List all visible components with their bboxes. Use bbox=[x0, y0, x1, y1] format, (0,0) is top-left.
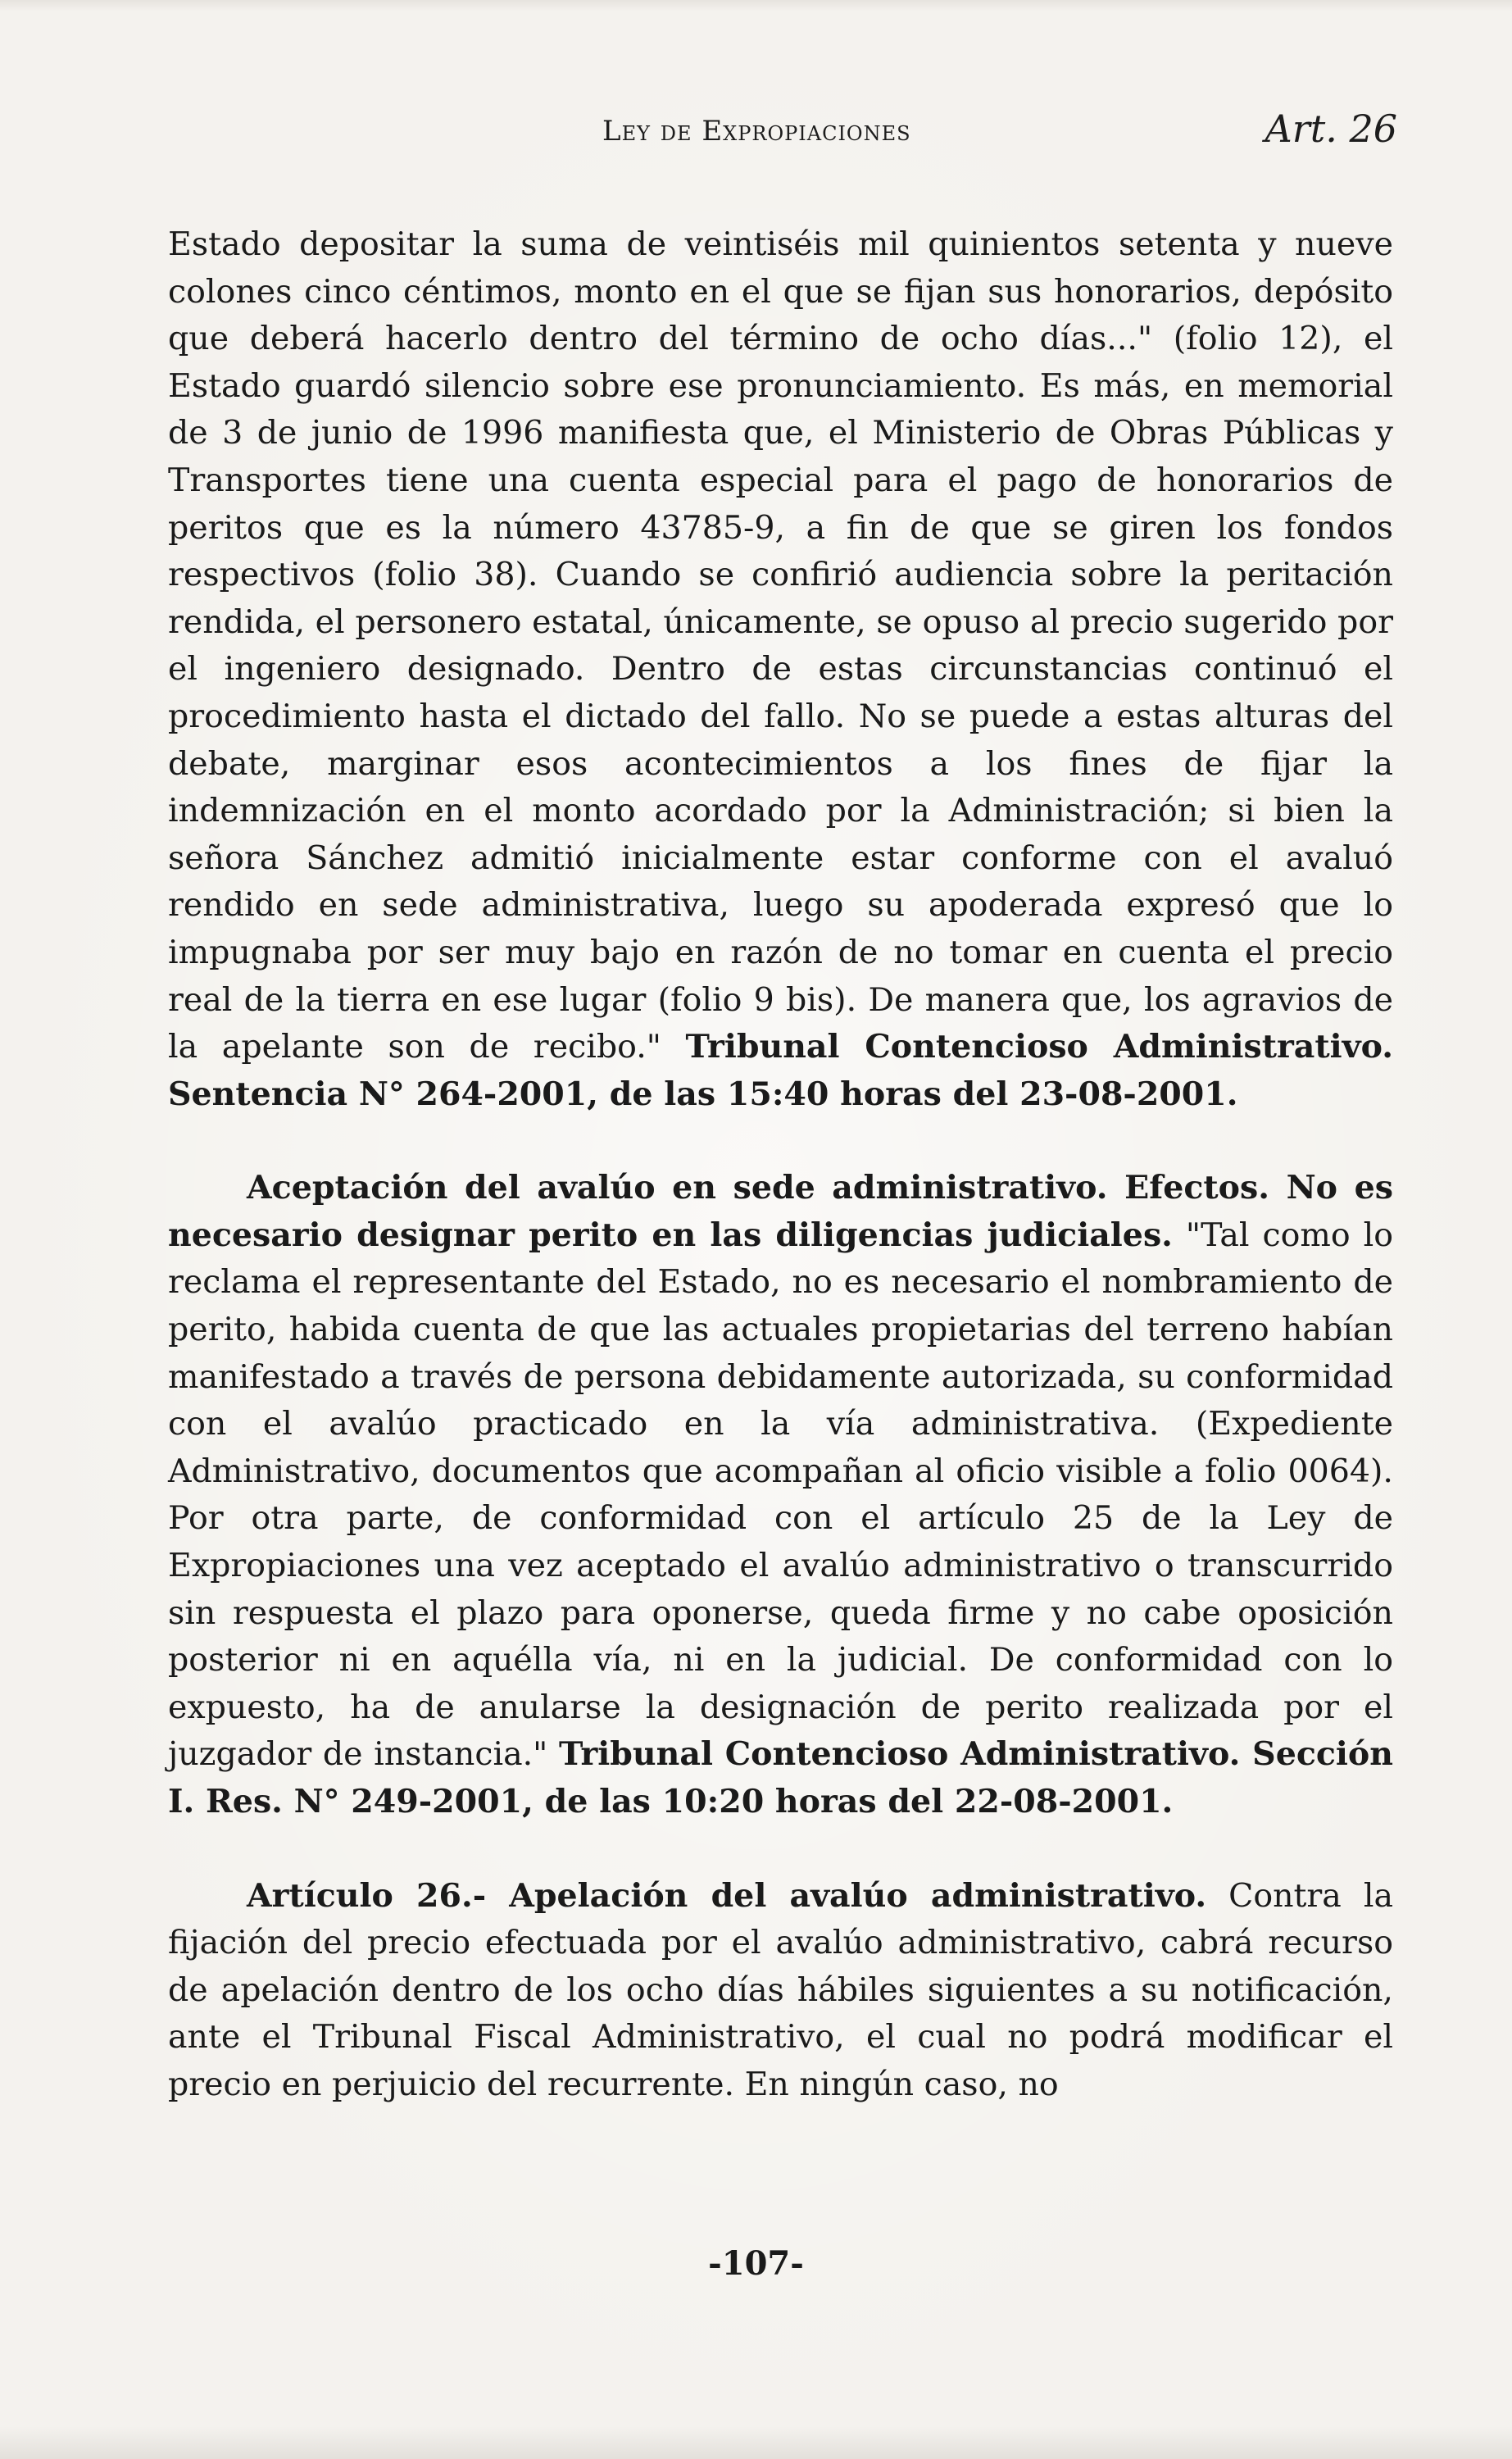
paragraph-continuation bbox=[168, 221, 1393, 1118]
scan-edge-bottom bbox=[0, 2426, 1512, 2459]
article-26-text: Contra la fijación del precio efectuada por el avalúo administrativo, cabrá recurso de apelación dentro de los ocho días hábiles siguientes a su notificación, ante el Tribunal Fiscal Administrativo, el cual no podrá modificar el precio en perjuicio del recurrente. En ningún caso, no bbox=[168, 1876, 1393, 2103]
paragraph-continuation-text: Estado depositar la suma de veintiséis mil quinientos setenta y nueve colones cinco céntimos, monto en el que se fijan sus honorarios, depósito que deberá hacerlo dentro del término de ocho días..." (folio 12), el Estado guardó silencio sobre ese pronunciamiento. Es más, en memorial de 3 de junio de 1996 manifiesta que, el Ministerio de Obras Públicas y Transportes tiene una cuenta especial para el pago de honorarios de peritos que es la número 43785-9, a fin de que se giren los fondos respectivos (folio 38). Cuando se confirió audiencia sobre la peritación rendida, el personero estatal, únicamente, se opuso al precio sugerido por el ingeniero designado. Dentro de estas circunstancias continuó el procedimiento hasta el dictado del fallo. No se puede a estas alturas del debate, marginar esos acontecimientos a los fines de fijar la indemnización en el monto acordado por la Administración; si bien la señora Sánchez admitió inicialmente estar conforme con el avaluó rendido en sede administrativa, luego su apoderada expresó que lo impugnaba por ser muy bajo en razón de no tomar en cuenta el precio real de la tierra en ese lugar (folio 9 bis). De manera que, los agravios de la apelante son de recibo." bbox=[168, 225, 1393, 1066]
running-head-title: Ley de Expropiaciones bbox=[602, 115, 911, 148]
article-26-heading: Artículo 26.- Apelación del avalúo administrativo. bbox=[247, 1876, 1207, 1915]
paragraph-aceptacion-avaluo bbox=[168, 1165, 1393, 1825]
paragraph-articulo-26 bbox=[168, 1873, 1393, 2109]
citation-res-249: Tribunal Contencioso Administrativo. Sección I. Res. N° 249-2001, de las 10:20 horas del 22-08-2001. bbox=[168, 1735, 1393, 1820]
citation-sentencia-264: Tribunal Contencioso Administrativo. Sentencia N° 264-2001, de las 15:40 horas del 23-08-2001. bbox=[168, 1028, 1393, 1113]
running-head-article: Art. 26 bbox=[1265, 107, 1397, 151]
paragraph-heading-aceptacion: Aceptación del avalúo en sede administrativo. Efectos. No es necesario designar perito en las diligencias judiciales. bbox=[168, 1169, 1393, 1254]
paragraph-aceptacion-text: "Tal como lo reclama el representante del Estado, no es necesario el nombramiento de perito, habida cuenta de que las actuales propietarias del terreno habían manifestado a través de persona debidamente autorizada, su conformidad con el avalúo practicado en la vía administrativa. (Expediente Administrativo, documentos que acompañan al oficio visible a folio 0064). Por otra parte, de conformidad con el artículo 25 de la Ley de Expropiaciones una vez aceptado el avalúo administrativo o transcurrido sin respuesta el plazo para oponerse, queda firme y no cabe oposición posterior ni en aquélla vía, ni en la judicial. De conformidad con lo expuesto, ha de anularse la designación de perito realizada por el juzgador de instancia." bbox=[168, 1216, 1394, 1774]
page-body bbox=[168, 221, 1393, 2109]
running-head bbox=[168, 107, 1397, 172]
scan-edge-top bbox=[0, 0, 1512, 11]
page-number: -107- bbox=[708, 2244, 804, 2283]
